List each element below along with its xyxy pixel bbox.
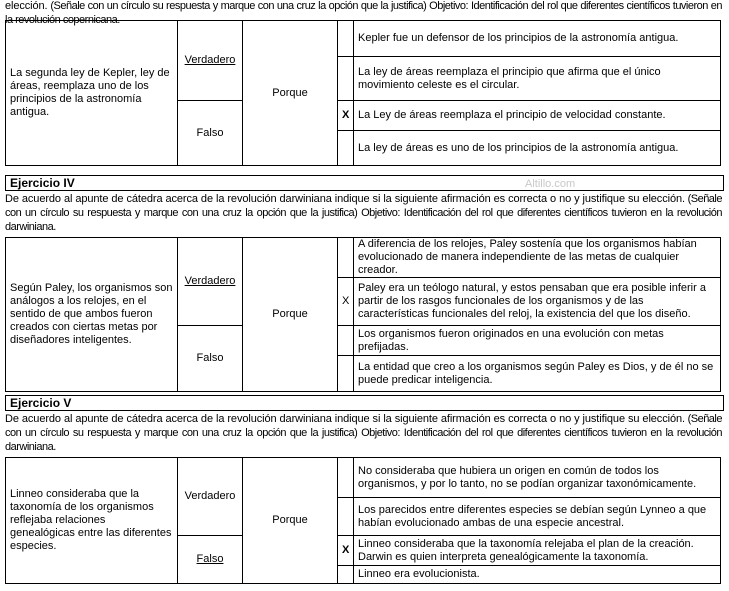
mark-cell[interactable]	[338, 238, 354, 278]
mark-cell[interactable]	[338, 498, 354, 536]
true-option[interactable]: Verdadero	[178, 238, 243, 326]
justification-option: A diferencia de los relojes, Paley sostenía que los organismos habían evolucionado de manera independiente de las metas de cualquier creador.	[354, 238, 721, 278]
claim: La segunda ley de Kepler, ley de áreas, reemplaza uno de los principios de la astronomía antigua.	[6, 21, 178, 166]
intro-lead: De acuerdo al apunte de cátedra acerca de la revolución darwiniana indique si la siguiente afirmación es correcta o no y justifique su elección.	[5, 413, 685, 425]
because-label: Porque	[243, 238, 338, 392]
exercise-4-title: Ejercicio IV	[5, 175, 724, 191]
justification-option: La ley de áreas es uno de los principios de la astronomía antigua.	[354, 131, 721, 166]
justification-option: Paley era un teólogo natural, y estos pensaban que era posible inferir a partir de los rasgos funcionales de los organismos y de las características funcionales del reloj, la existencia del que los diseño.	[354, 278, 721, 326]
justification-option: Los parecidos entre diferentes especies se debían según Lynneo a que habían evolucionado ambas de una especie ancestral.	[354, 498, 721, 536]
mark-cell[interactable]	[338, 131, 354, 166]
intro-rest: (Señale con un círculo su respuesta y marque con una cruz la opción que la justifica) Objetivo: Identificación del rol que diferentes científicos tuvieron en la revolución darwiniana.	[5, 193, 722, 233]
because-label: Porque	[243, 21, 338, 166]
justification-option: La entidad que creo a los organismos según Paley es Dios, y de él no se puede predicar inteligencia.	[354, 356, 721, 392]
intro-lead: De acuerdo al apunte de cátedra acerca de la revolución darwiniana indique si la siguiente afirmación es correcta o no y justifique su elección.	[5, 193, 685, 205]
exercise-5-table	[5, 457, 721, 584]
intro-rest: (Señale con un círculo su respuesta y marque con una cruz la opción que la justifica) Objetivo: Identificación del rol que diferentes científicos tuvieron en la revolución copernicana.	[5, 0, 722, 26]
mark-cell[interactable]	[338, 326, 354, 356]
exercise-5-title: Ejercicio V	[5, 395, 724, 411]
mark-cell[interactable]	[338, 566, 354, 584]
watermark: Altillo.com	[525, 178, 576, 190]
justification-option: Linneo era evolucionista.	[354, 566, 721, 584]
false-option[interactable]: Falso	[178, 536, 243, 584]
justification-option: La Ley de áreas reemplaza el principio de velocidad constante.	[354, 101, 721, 131]
justification-option: Los organismos fueron originados en una evolución con metas prefijadas.	[354, 326, 721, 356]
false-option[interactable]: Falso	[178, 326, 243, 392]
justification-option: Kepler fue un defensor de los principios de la astronomía antigua.	[354, 21, 721, 57]
false-option[interactable]: Falso	[178, 101, 243, 166]
mark-cell[interactable]	[338, 21, 354, 57]
mark-cell[interactable]: X	[338, 101, 354, 131]
justification-option: No consideraba que hubiera un origen en común de todos los organismos, y por lo tanto, no se podían organizar taxonómicamente.	[354, 458, 721, 498]
claim: Linneo consideraba que la taxonomía de los organismos reflejaba relaciones genealógicas entre las diferentes especies.	[6, 458, 178, 584]
justification-option: La ley de áreas reemplaza el principio que afirma que el único movimiento celeste es el circular.	[354, 57, 721, 101]
exercise-5-intro	[5, 412, 722, 454]
intro-rest: (Señale con un círculo su respuesta y marque con una cruz la opción que la justifica) Objetivo: Identificación del rol que diferentes científicos tuvieron en la revolución darwiniana.	[5, 413, 722, 453]
because-label: Porque	[243, 458, 338, 584]
exercise-4-intro	[5, 192, 722, 234]
mark-cell[interactable]	[338, 458, 354, 498]
mark-cell[interactable]: X	[338, 278, 354, 326]
intro-lead: elección.	[5, 0, 48, 12]
mark-cell[interactable]	[338, 356, 354, 392]
true-option[interactable]: Verdadero	[178, 21, 243, 101]
justification-option: Linneo consideraba que la taxonomía relejaba el plan de la creación. Darwin es quien interpreta genealógicamente la taxonomía.	[354, 536, 721, 566]
true-option[interactable]: Verdadero	[178, 458, 243, 536]
exercise-3-table	[5, 20, 721, 166]
claim: Según Paley, los organismos son análogos a los relojes, en el sentido de que ambos fueron creados con ciertas metas por diseñadores inteligentes.	[6, 238, 178, 392]
mark-cell[interactable]: X	[338, 536, 354, 566]
mark-cell[interactable]	[338, 57, 354, 101]
exercise-4-table	[5, 237, 721, 392]
